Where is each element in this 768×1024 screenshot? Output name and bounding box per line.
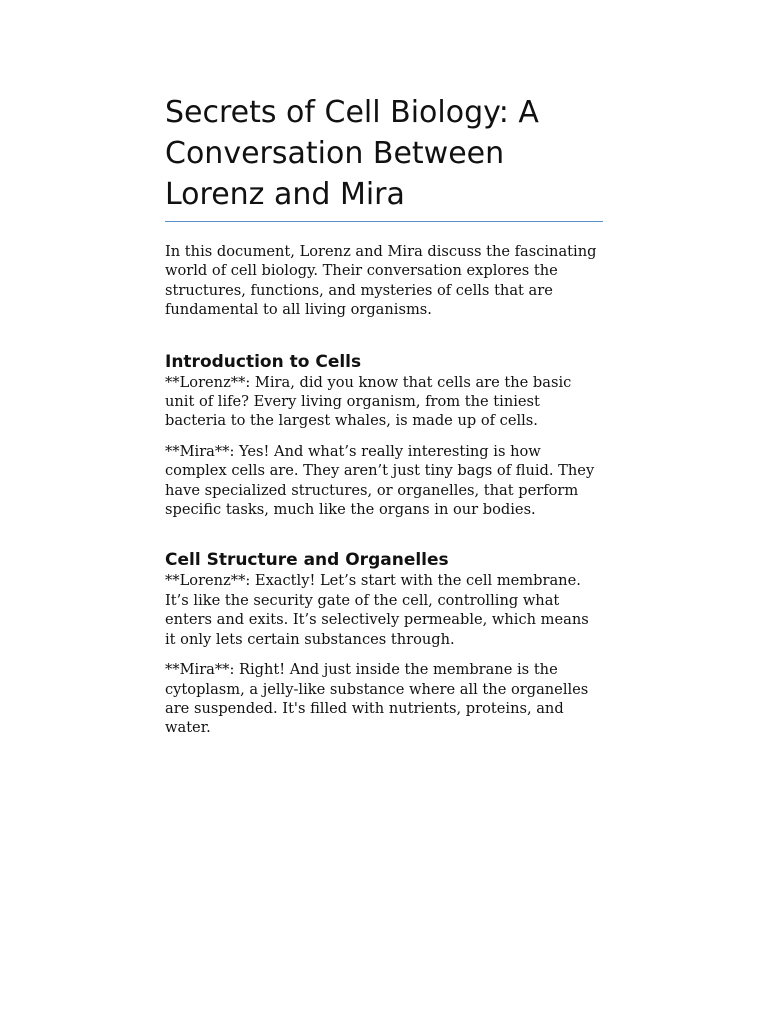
paragraph-lorenz-membrane: **Lorenz**: Exactly! Let’s start with the cell membrane. It’s like the security gate of the cell, controlling what enters and exits. It’s selectively permeable, which means it only lets certain substances through. bbox=[165, 572, 589, 648]
section-heading-structure: Cell Structure and Organelles bbox=[165, 550, 449, 571]
document-title: Secrets of Cell Biology: A Conversation Between Lorenz and Mira bbox=[165, 95, 539, 212]
title-divider bbox=[165, 221, 603, 222]
section-heading-introduction: Introduction to Cells bbox=[165, 351, 362, 372]
document-page bbox=[165, 92, 603, 738]
intro-paragraph: In this document, Lorenz and Mira discuss the fascinating world of cell biology. Their conversation explores the structures, functions, and mysteries of cells that are fundamental to all living organisms. bbox=[165, 243, 597, 319]
paragraph-mira-cytoplasm: **Mira**: Right! And just inside the membrane is the cytoplasm, a jelly-like substance where all the organelles are suspended. It's filled with nutrients, proteins, and water. bbox=[165, 661, 589, 737]
paragraph-mira-intro: **Mira**: Yes! And what’s really interesting is how complex cells are. They aren’t just tiny bags of fluid. They have specialized structures, or organelles, that perform specific tasks, much like the organs in our bodies. bbox=[165, 442, 595, 519]
paragraph-lorenz-intro: **Lorenz**: Mira, did you know that cells are the basic unit of life? Every living organism, from the tiniest bacteria to the largest whales, is made up of cells. bbox=[165, 373, 572, 430]
